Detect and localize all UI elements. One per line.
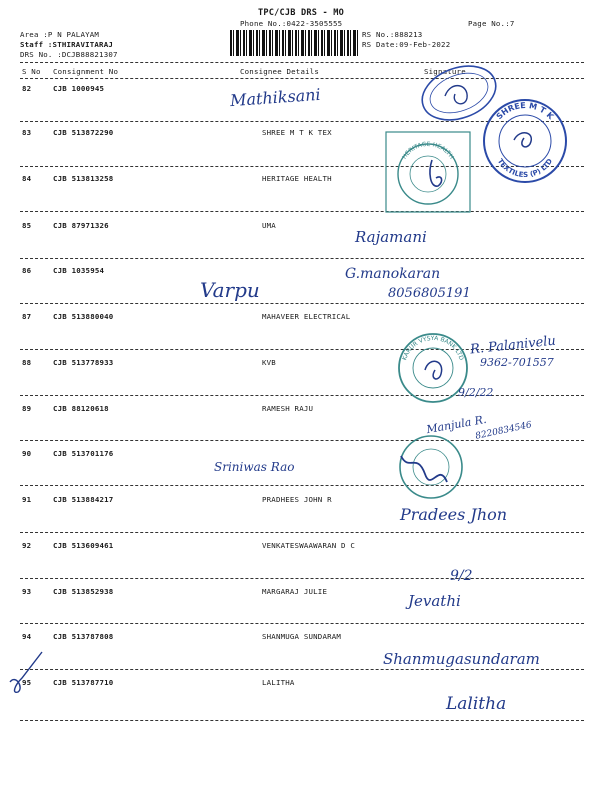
heritage-stamp	[384, 130, 472, 214]
row-consignee: HERITAGE HEALTH	[262, 174, 332, 183]
row-consignment: CJB 513787808	[53, 632, 114, 641]
table-row	[0, 632, 600, 644]
rs-date: RS Date:09-Feb-2022	[362, 40, 451, 49]
signature-row-86c: 8056805191	[388, 286, 471, 301]
table-row	[0, 495, 600, 507]
table-row	[0, 221, 600, 233]
row-sno: 85	[22, 221, 32, 230]
row-consignment: CJB 513813258	[53, 174, 114, 183]
mtk-round-stamp	[480, 96, 570, 186]
row-consignee: MAHAVEER ELECTRICAL	[262, 312, 351, 321]
page-number: Page No.:7	[468, 19, 515, 28]
row-sno: 89	[22, 404, 32, 413]
row-consignment: CJB 513609461	[53, 541, 114, 550]
row-divider	[20, 485, 584, 486]
row-divider	[20, 303, 584, 304]
row-divider	[20, 669, 584, 670]
row-consignment: CJB 1035954	[53, 266, 105, 275]
row-consignment: CJB 87971326	[53, 221, 109, 230]
svg-text:HERITAGE HEALTH	[401, 141, 455, 161]
row-divider	[20, 720, 584, 721]
row-consignment: CJB 513778933	[53, 358, 114, 367]
row-divider	[20, 258, 584, 259]
table-row	[0, 541, 600, 553]
row-sno: 93	[22, 587, 32, 596]
row-sno: 82	[22, 84, 32, 93]
bank-round-stamp	[395, 432, 467, 502]
row-consignee: LALITHA	[262, 678, 295, 687]
row-divider	[20, 623, 584, 624]
mtk-stamp-bottom: TEXTILES (P) LTD	[495, 157, 555, 180]
row-consignee: VENKATESWAAWARAN D C	[262, 541, 355, 550]
table-row	[0, 266, 600, 278]
row-sno: 83	[22, 128, 32, 137]
row-sno: 84	[22, 174, 32, 183]
col-consignment: Consignment No	[53, 67, 119, 76]
row-sno: 86	[22, 266, 32, 275]
signature-row-92: 9/2	[450, 568, 473, 584]
row-divider	[20, 578, 584, 579]
col-sno: S No	[22, 67, 41, 76]
header-divider	[20, 62, 584, 63]
rs-number: RS No.:888213	[362, 30, 423, 39]
signature-row-94: Shanmugasundaram	[383, 650, 540, 668]
checkmark-icon	[2, 648, 46, 698]
drs-number: DRS No. :DCJB88821307	[20, 50, 118, 59]
row-consignee: SHREE M T K TEX	[262, 128, 332, 137]
heritage-stamp-text: HERITAGE HEALTH	[401, 140, 455, 161]
row-consignee: KVB	[262, 358, 276, 367]
signature-row-90: Sriniwas Rao	[214, 460, 295, 474]
signature-row-82: Mathiksani	[229, 84, 322, 111]
signature-row-93: Jevathi	[408, 592, 461, 610]
signature-row-89: Manjula R.	[425, 412, 488, 437]
row-consignee: SHANMUGA SUNDARAM	[262, 632, 342, 641]
row-consignee: UMA	[262, 221, 276, 230]
staff-name: STHIRAVITARAJ	[52, 40, 113, 49]
signature-row-88c: 9/2/22	[458, 386, 494, 399]
row-sno: 92	[22, 541, 32, 550]
signature-row-88: R. Palanivelu	[469, 333, 557, 358]
kvb-stamp-text: KARUR VYSYA BANK LTD	[401, 334, 465, 362]
table-row	[0, 449, 600, 461]
mtk-stamp-top: SHREE M T K	[494, 100, 556, 122]
row-consignment: CJB 513787710	[53, 678, 114, 687]
row-divider	[20, 211, 584, 212]
col-consignee: Consignee Details	[240, 67, 320, 76]
table-row	[0, 404, 600, 416]
row-consignment: CJB 513701176	[53, 449, 114, 458]
signature-row-88b: 9362-701557	[480, 356, 554, 369]
table-row	[0, 678, 600, 690]
row-consignment: CJB 513852938	[53, 587, 114, 596]
row-sno: 88	[22, 358, 32, 367]
phone-number: Phone No.:0422-3505555	[240, 19, 343, 28]
staff-label	[20, 40, 113, 49]
col-signature: Signature	[424, 67, 466, 76]
signature-row-95: Lalitha	[446, 694, 507, 714]
svg-text:SHREE M T K	[495, 101, 556, 122]
row-sno: 87	[22, 312, 32, 321]
row-divider	[20, 395, 584, 396]
table-row	[0, 312, 600, 324]
signature-row-91: Pradees Jhon	[400, 505, 508, 524]
row-consignee: RAMESH RAJU	[262, 404, 314, 413]
row-sno: 95	[22, 678, 32, 687]
table-row	[0, 587, 600, 599]
row-consignment: CJB 1000945	[53, 84, 105, 93]
row-consignment: CJB 513880040	[53, 312, 114, 321]
staff-prefix: Staff :	[20, 40, 53, 49]
signature-row-86b: G.manokaran	[345, 266, 441, 282]
row-divider	[20, 440, 584, 441]
area-label: Area :P N PALAYAM	[20, 30, 100, 39]
barcode	[230, 30, 358, 56]
row-sno: 94	[22, 632, 32, 641]
row-consignee: MARGARAJ JULIE	[262, 587, 328, 596]
row-consignee: PRADHEES JOHN R	[262, 495, 332, 504]
signature-row-85: Rajamani	[355, 228, 427, 246]
signature-row-89b: 8220834546	[474, 420, 533, 442]
row-consignment: CJB 513872290	[53, 128, 114, 137]
row-sno: 90	[22, 449, 32, 458]
signature-row-86a: Varpu	[200, 278, 260, 302]
row-divider	[20, 532, 584, 533]
row-consignment: CJB 88120618	[53, 404, 109, 413]
row-consignment: CJB 513884217	[53, 495, 114, 504]
report-title: TPC/CJB DRS - MO	[258, 8, 344, 18]
row-sno: 91	[22, 495, 32, 504]
